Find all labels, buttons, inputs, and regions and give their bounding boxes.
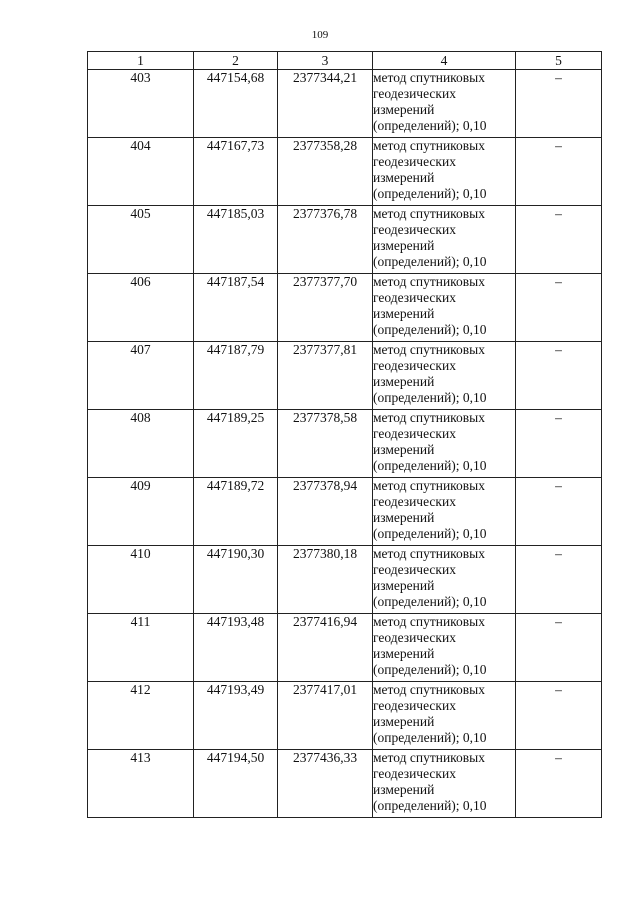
note-cell: – [516, 206, 602, 274]
x-coordinate-cell: 447185,03 [194, 206, 278, 274]
note-cell: – [516, 138, 602, 206]
note-cell: – [516, 546, 602, 614]
method-cell [373, 614, 516, 682]
note-cell: – [516, 274, 602, 342]
method-cell [373, 750, 516, 818]
point-number-cell: 404 [88, 138, 194, 206]
point-number-cell: 407 [88, 342, 194, 410]
table-header [88, 52, 602, 70]
method-cell [373, 138, 516, 206]
table-row [88, 546, 602, 614]
x-coordinate-cell: 447193,49 [194, 682, 278, 750]
x-coordinate-cell: 447190,30 [194, 546, 278, 614]
table-body [88, 70, 602, 818]
note-cell: – [516, 478, 602, 546]
y-coordinate-cell: 2377416,94 [278, 614, 373, 682]
header-col-1: 1 [88, 52, 194, 70]
point-number-cell: 408 [88, 410, 194, 478]
table-row [88, 70, 602, 138]
table-row [88, 138, 602, 206]
header-col-5: 5 [516, 52, 602, 70]
method-text: метод спутниковых геодезических измерений (определений); 0,10 [373, 410, 487, 473]
x-coordinate-cell: 447154,68 [194, 70, 278, 138]
note-cell: – [516, 70, 602, 138]
method-text: метод спутниковых геодезических измерений (определений); 0,10 [373, 138, 487, 201]
y-coordinate-cell: 2377358,28 [278, 138, 373, 206]
note-cell: – [516, 342, 602, 410]
method-cell [373, 206, 516, 274]
note-cell: – [516, 410, 602, 478]
method-text: метод спутниковых геодезических измерений (определений); 0,10 [373, 614, 487, 677]
x-coordinate-cell: 447189,72 [194, 478, 278, 546]
header-col-4: 4 [373, 52, 516, 70]
point-number-cell: 413 [88, 750, 194, 818]
method-cell [373, 682, 516, 750]
table-row [88, 614, 602, 682]
table-row [88, 206, 602, 274]
method-cell [373, 410, 516, 478]
table-row [88, 410, 602, 478]
y-coordinate-cell: 2377377,70 [278, 274, 373, 342]
y-coordinate-cell: 2377378,58 [278, 410, 373, 478]
x-coordinate-cell: 447187,54 [194, 274, 278, 342]
point-number-cell: 409 [88, 478, 194, 546]
x-coordinate-cell: 447187,79 [194, 342, 278, 410]
x-coordinate-cell: 447167,73 [194, 138, 278, 206]
y-coordinate-cell: 2377376,78 [278, 206, 373, 274]
y-coordinate-cell: 2377377,81 [278, 342, 373, 410]
point-number-cell: 412 [88, 682, 194, 750]
method-cell [373, 274, 516, 342]
method-text: метод спутниковых геодезических измерений (определений); 0,10 [373, 478, 487, 541]
header-col-2: 2 [194, 52, 278, 70]
table-row [88, 750, 602, 818]
point-number-cell: 411 [88, 614, 194, 682]
table-row [88, 478, 602, 546]
point-number-cell: 410 [88, 546, 194, 614]
method-cell [373, 70, 516, 138]
y-coordinate-cell: 2377378,94 [278, 478, 373, 546]
y-coordinate-cell: 2377417,01 [278, 682, 373, 750]
point-number-cell: 403 [88, 70, 194, 138]
method-text: метод спутниковых геодезических измерений (определений); 0,10 [373, 546, 487, 609]
y-coordinate-cell: 2377436,33 [278, 750, 373, 818]
note-cell: – [516, 682, 602, 750]
method-cell [373, 546, 516, 614]
method-cell [373, 342, 516, 410]
method-text: метод спутниковых геодезических измерений (определений); 0,10 [373, 70, 487, 133]
coordinates-table [87, 51, 602, 818]
x-coordinate-cell: 447193,48 [194, 614, 278, 682]
method-text: метод спутниковых геодезических измерений (определений); 0,10 [373, 274, 487, 337]
point-number-cell: 406 [88, 274, 194, 342]
table-row [88, 342, 602, 410]
method-text: метод спутниковых геодезических измерений (определений); 0,10 [373, 682, 487, 745]
header-row [88, 52, 602, 70]
table-row [88, 682, 602, 750]
x-coordinate-cell: 447194,50 [194, 750, 278, 818]
x-coordinate-cell: 447189,25 [194, 410, 278, 478]
table-row [88, 274, 602, 342]
note-cell: – [516, 750, 602, 818]
method-cell [373, 478, 516, 546]
method-text: метод спутниковых геодезических измерений (определений); 0,10 [373, 750, 487, 813]
y-coordinate-cell: 2377380,18 [278, 546, 373, 614]
page-number: 109 [311, 29, 329, 41]
note-cell: – [516, 614, 602, 682]
point-number-cell: 405 [88, 206, 194, 274]
y-coordinate-cell: 2377344,21 [278, 70, 373, 138]
method-text: метод спутниковых геодезических измерений (определений); 0,10 [373, 342, 487, 405]
method-text: метод спутниковых геодезических измерений (определений); 0,10 [373, 206, 487, 269]
header-col-3: 3 [278, 52, 373, 70]
